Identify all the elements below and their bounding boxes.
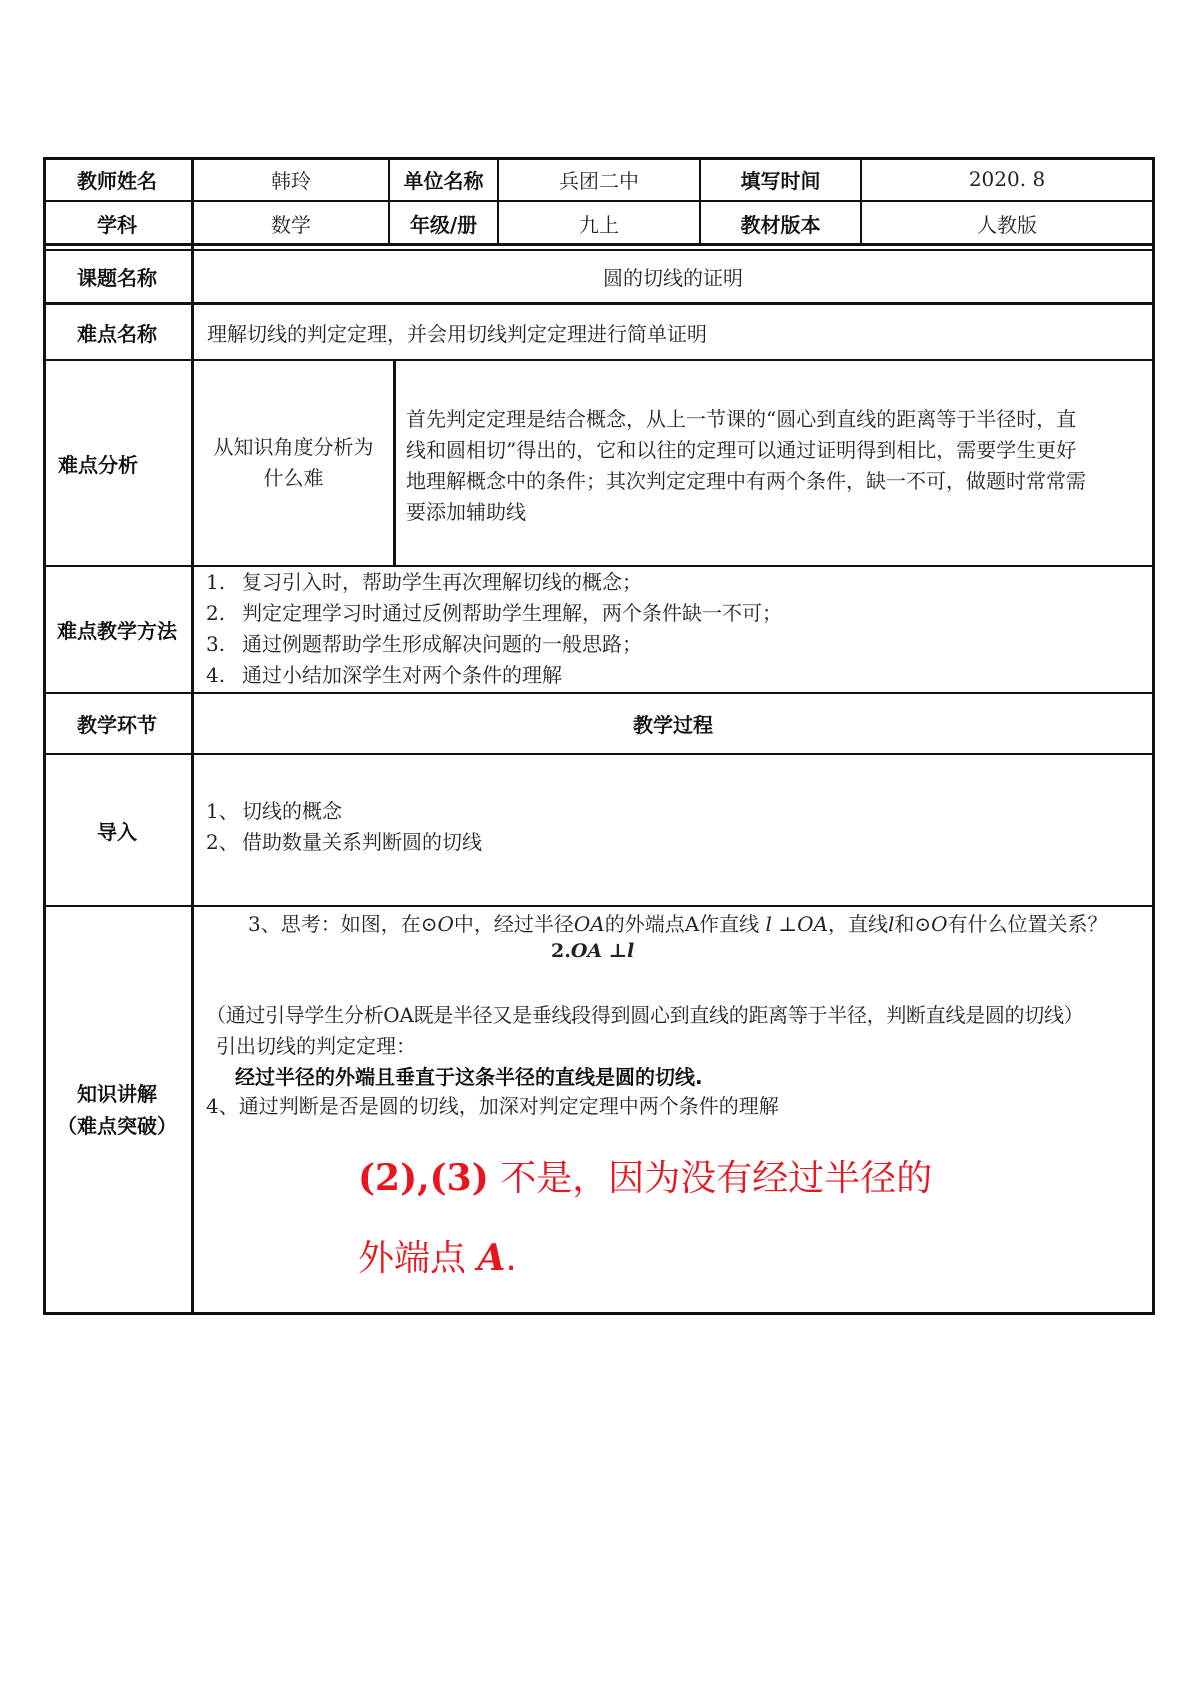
- date-label: 填写时间: [740, 168, 821, 193]
- difficulty-value: 理解切线的判定定理，并会用切线判定定理进行简单证明: [207, 321, 707, 346]
- q3-text: 3、思考：如图，在⊙: [248, 912, 438, 936]
- theorem-intro: 引出切线的判定定理：: [216, 1034, 416, 1058]
- subject-label: 学科: [97, 212, 137, 237]
- question-3: [248, 909, 1108, 940]
- answer-text: .: [505, 1238, 517, 1279]
- list-text: 复习引入时，帮助学生再次理解切线的概念；: [242, 570, 642, 594]
- unit-value: 兵团二中: [559, 168, 639, 193]
- list-number: 2、: [206, 830, 239, 854]
- table-border-right: [1152, 157, 1155, 1315]
- list-number: 2.: [206, 601, 226, 625]
- q3-text: 有什么位置关系？: [947, 912, 1108, 936]
- formula-var: l: [627, 940, 635, 962]
- knowledge-label-line1: 知识讲解: [77, 1081, 157, 1106]
- list-number: 4.: [206, 663, 226, 687]
- analysis-sublabel-line1: 从知识角度分析为: [213, 435, 374, 459]
- methods-label: 难点教学方法: [57, 619, 177, 643]
- list-text: 判定定理学习时通过反例帮助学生理解，两个条件缺一不可；: [242, 601, 782, 625]
- row-divider: [43, 753, 1155, 755]
- unit-label: 单位名称: [403, 168, 484, 193]
- formula-var: OA: [570, 940, 603, 962]
- q3-var: l: [887, 912, 895, 936]
- topic-value: 圆的切线的证明: [603, 266, 743, 290]
- topic-label: 课题名称: [77, 266, 157, 290]
- list-text: 通过小结加深学生对两个条件的理解: [242, 663, 562, 687]
- grade-value: 九上: [579, 212, 619, 237]
- answer-line-2: [358, 1230, 517, 1281]
- theorem-text: 经过半径的外端且垂直于这条半径的直线是圆的切线.: [235, 1065, 703, 1089]
- q3-text: ⊥: [778, 912, 798, 936]
- list-number: 3.: [206, 632, 226, 656]
- list-text: 借助数量关系判断圆的切线: [242, 830, 482, 854]
- formula: [551, 940, 634, 962]
- list-item: [206, 796, 1146, 827]
- question-4: 4、通过判断是否是圆的切线，加深对判定定理中两个条件的理解: [206, 1094, 779, 1118]
- process-title: 教学过程: [633, 713, 713, 737]
- list-item: [206, 827, 1146, 858]
- methods-list: [206, 567, 1146, 691]
- analysis-line: 线和圆相切”得出的，它和以往的定理可以通过证明得到相比，需要学生更好: [406, 438, 1077, 462]
- q3-var: OA: [797, 912, 828, 936]
- answer-var: A: [477, 1237, 506, 1279]
- grade-label: 年级/册: [409, 212, 478, 237]
- difficulty-label: 难点名称: [77, 321, 157, 346]
- answer-text: 外端点: [358, 1238, 478, 1279]
- row-divider: [43, 905, 1155, 907]
- list-item: [206, 660, 1146, 691]
- table-border-bottom: [43, 1312, 1155, 1315]
- edition-value: 人教版: [977, 212, 1037, 237]
- answer-text: 不是，因为没有经过半径的: [488, 1158, 933, 1199]
- formula-number: 2.: [551, 940, 571, 962]
- list-item: [206, 598, 1146, 629]
- q3-text: ，直线: [827, 912, 888, 936]
- intro-list: [206, 796, 1146, 858]
- process-label: 教学环节: [77, 713, 157, 737]
- analysis-line: 地理解概念中的条件；其次判定定理中有两个条件，缺一不可，做题时常常需: [406, 469, 1086, 493]
- list-number: 1.: [206, 570, 226, 594]
- guide-text: （通过引导学生分析OA既是半径又是垂线段得到圆心到直线的距离等于半径，判断直线是圆的切线）: [206, 1003, 1084, 1027]
- list-item: [206, 567, 1146, 598]
- analysis-line: 要添加辅助线: [406, 500, 526, 524]
- subject-value: 数学: [271, 212, 311, 237]
- teacher-label: 教师姓名: [77, 168, 157, 193]
- q3-var: l: [765, 912, 772, 936]
- q3-text: 的外端点A作直线: [604, 912, 760, 936]
- answer-numbers: (2),(3): [358, 1157, 489, 1199]
- analysis-sublabel: [194, 361, 393, 565]
- q3-var: O: [931, 912, 948, 936]
- list-item: [206, 629, 1146, 660]
- analysis-text: [406, 404, 1151, 528]
- column-divider: [393, 361, 396, 566]
- date-value: 2020. 8: [968, 167, 1046, 191]
- answer-line-1: [358, 1150, 932, 1201]
- list-number: 1、: [206, 799, 239, 823]
- knowledge-label-line2: （难点突破）: [57, 1113, 177, 1138]
- knowledge-label: [43, 907, 191, 1312]
- q3-var: OA: [573, 912, 605, 936]
- analysis-line: 首先判定定理是结合概念，从上一节课的“圆心到直线的距离等于半径时，直: [406, 407, 1077, 431]
- list-text: 切线的概念: [242, 799, 342, 823]
- formula-symbol: ⊥: [602, 940, 627, 962]
- list-text: 通过例题帮助学生形成解决问题的一般思路；: [242, 632, 642, 656]
- q3-text: 中，经过半径: [453, 912, 574, 936]
- edition-label: 教材版本: [740, 212, 821, 237]
- teacher-value: 韩玲: [271, 168, 311, 193]
- q3-text: 和⊙: [894, 912, 932, 936]
- intro-label: 导入: [97, 819, 137, 844]
- analysis-label: 难点分析: [58, 452, 138, 477]
- q3-var: O: [437, 912, 454, 936]
- analysis-sublabel-line2: 什么难: [263, 466, 324, 490]
